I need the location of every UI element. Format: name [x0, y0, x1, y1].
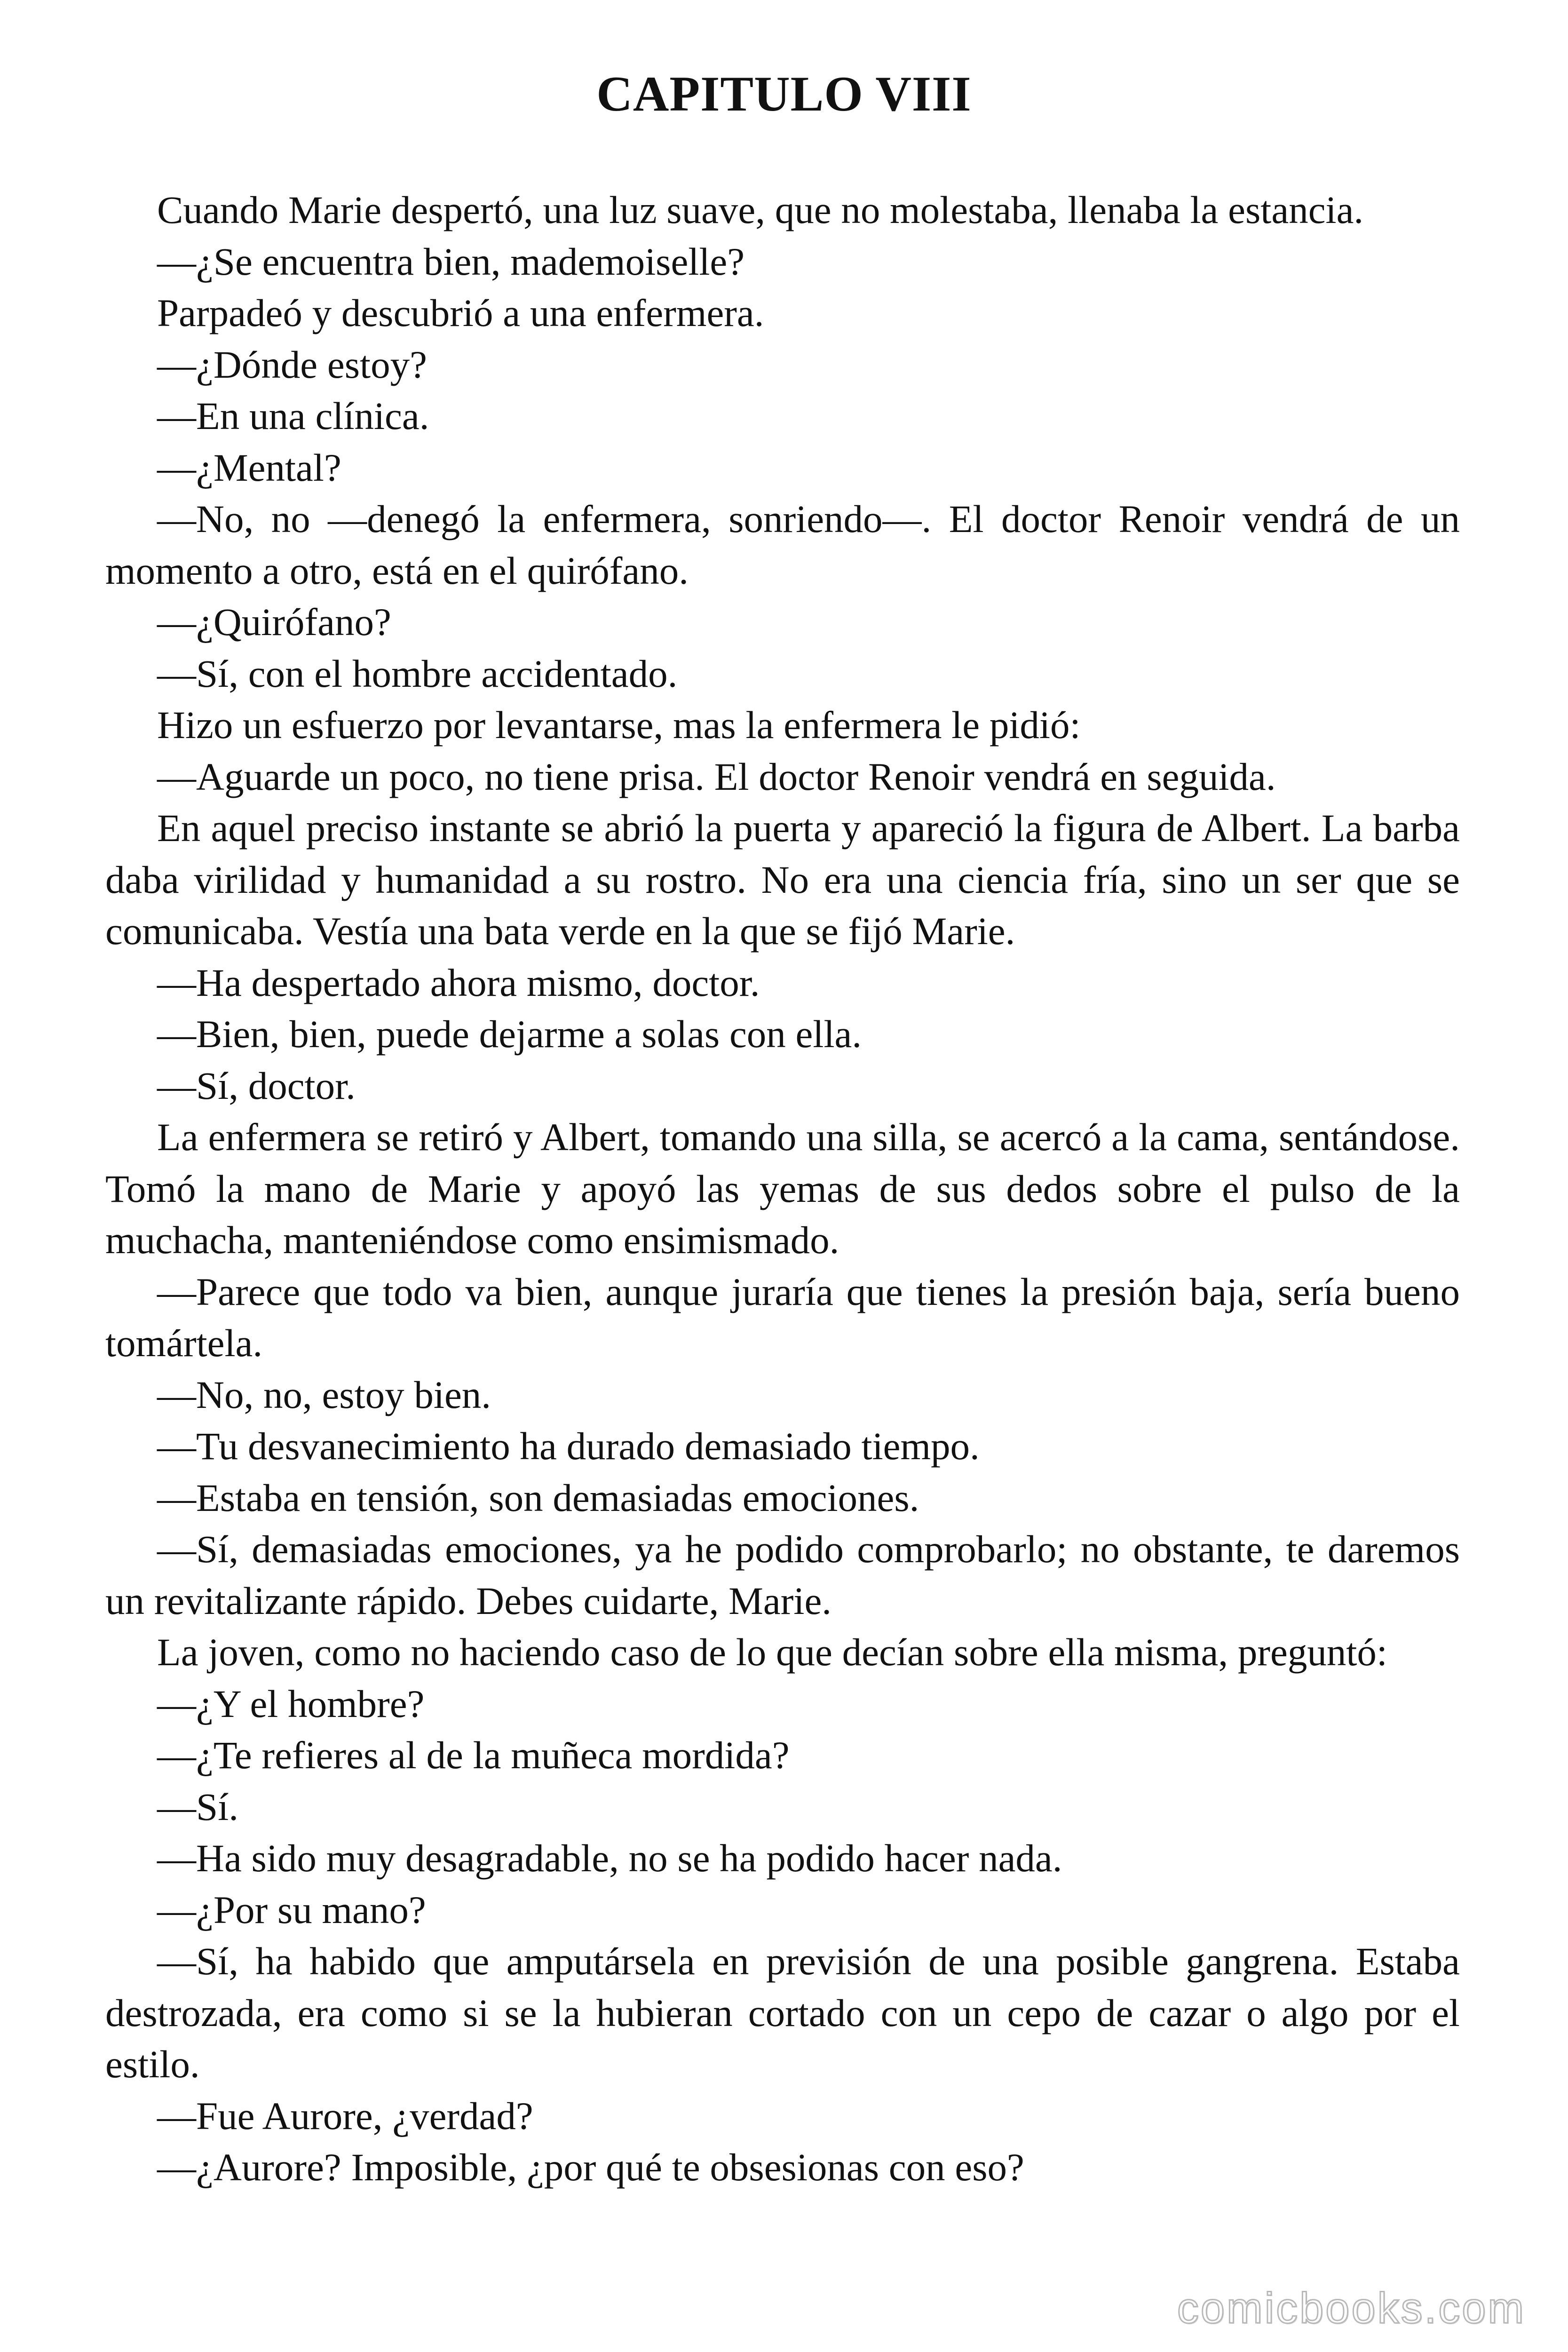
- paragraph: —Ha despertado ahora mismo, doctor.: [157, 961, 760, 1004]
- paragraph: —Aguarde un poco, no tiene prisa. El doctor Renoir vendrá en seguida.: [157, 755, 1276, 798]
- paragraph: —Sí.: [157, 1785, 238, 1828]
- paragraph: —En una clínica.: [157, 394, 429, 437]
- paragraph: —Fue Aurore, ¿verdad?: [157, 2094, 533, 2137]
- paragraph: En aquel preciso instante se abrió la puerta y apareció la figura de Albert. La barba daba virilidad y humanidad a su rostro. No era una ciencia fría, sino un ser que se comunicaba. Vestía una bata verde en la que se fijó Marie.: [105, 806, 1460, 953]
- paragraph: —Estaba en tensión, son demasiadas emociones.: [157, 1476, 919, 1519]
- paragraph: —Sí, ha habido que amputársela en previsión de una posible gangrena. Estaba destrozada, era como si se la hubieran cortado con un cepo de cazar o algo por el estilo.: [105, 1939, 1460, 2086]
- paragraph: —Bien, bien, puede dejarme a solas con ella.: [157, 1012, 862, 1056]
- paragraph: Cuando Marie despertó, una luz suave, que no molestaba, llenaba la estancia.: [157, 188, 1364, 231]
- paragraph: —¿Aurore? Imposible, ¿por qué te obsesionas con eso?: [157, 2145, 1024, 2189]
- paragraph: Parpadeó y descubrió a una enfermera.: [157, 291, 764, 334]
- paragraph: —¿Mental?: [157, 445, 341, 489]
- paragraph: —Sí, demasiadas emociones, ya he podido comprobarlo; no obstante, te daremos un revitalizante rápido. Debes cuidarte, Marie.: [105, 1527, 1460, 1622]
- paragraph: —¿Dónde estoy?: [157, 342, 427, 386]
- paragraph: La enfermera se retiró y Albert, tomando una silla, se acercó a la cama, sentándose. Tomó la mano de Marie y apoyó las yemas de sus dedos sobre el pulso de la muchacha, manteniéndose como ensimismado.: [105, 1115, 1460, 1262]
- chapter-title: CAPITULO VIII: [596, 66, 972, 121]
- paragraph: —Tu desvanecimiento ha durado demasiado tiempo.: [157, 1424, 980, 1468]
- paragraph: La joven, como no haciendo caso de lo que decían sobre ella misma, preguntó:: [157, 1630, 1387, 1674]
- paragraph: —Sí, con el hombre accidentado.: [157, 652, 678, 695]
- paragraph: —No, no —denegó la enfermera, sonriendo—. El doctor Renoir vendrá de un momento a otro, está en el quirófano.: [105, 497, 1460, 592]
- paragraph: Hizo un esfuerzo por levantarse, mas la enfermera le pidió:: [157, 703, 1081, 747]
- paragraph: —Sí, doctor.: [157, 1064, 356, 1107]
- paragraph: —¿Por su mano?: [157, 1888, 426, 1931]
- paragraph: —¿Y el hombre?: [157, 1682, 425, 1725]
- paragraph: —No, no, estoy bien.: [157, 1373, 491, 1416]
- paragraph: —¿Te refieres al de la muñeca mordida?: [157, 1733, 790, 1777]
- paragraph: —Ha sido muy desagradable, no se ha podido hacer nada.: [157, 1836, 1062, 1880]
- chapter-body: [105, 184, 1460, 2193]
- paragraph: —¿Se encuentra bien, mademoiselle?: [157, 239, 745, 283]
- paragraph: —¿Quirófano?: [157, 600, 391, 644]
- paragraph: —Parece que todo va bien, aunque juraría que tienes la presión baja, sería bueno tomártela.: [105, 1270, 1460, 1365]
- watermark: comicbooks.com: [1177, 2284, 1526, 2332]
